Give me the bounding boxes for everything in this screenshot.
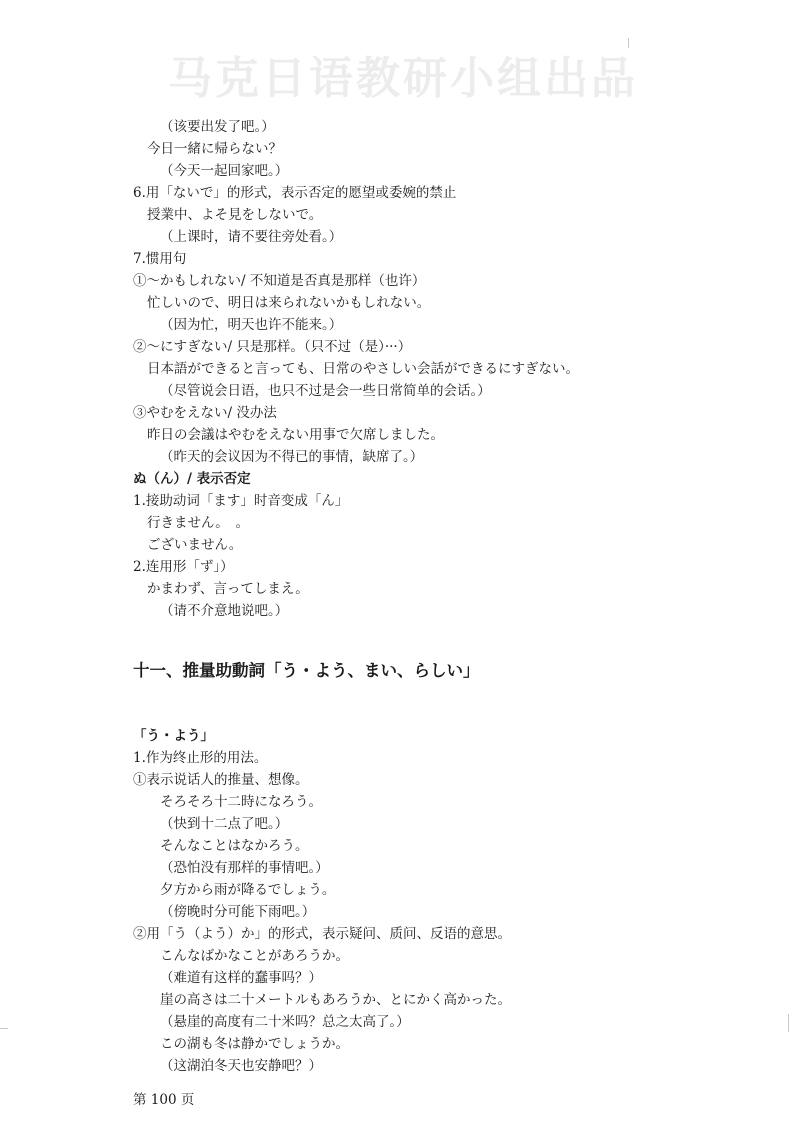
section-heading: 十一、推量助動詞「う・よう、まい、らしい」 xyxy=(133,661,480,680)
text-line: こんなばかなことがあろうか。 xyxy=(160,948,349,964)
text-line: （今天一起回家吧。） xyxy=(160,163,289,179)
text-line: 日本語ができると言っても、日常のやさしい会話ができるにすぎない。 xyxy=(147,361,579,377)
text-line: 今日一緒に帰らない？ xyxy=(147,141,282,157)
text-line: （尽管说会日语，也只不过是会一些日常简单的会话。） xyxy=(160,383,491,399)
watermark: 马克日语教研小组出品 xyxy=(168,53,638,104)
page-number: 第 100 页 xyxy=(133,1092,195,1108)
text-line: ございません。 xyxy=(147,537,243,553)
subheading: 「う・よう」 xyxy=(133,728,214,744)
text-line: （请不介意地说吧。） xyxy=(160,603,289,619)
text-line: そろそろ十二時になろう。 xyxy=(160,794,322,810)
text-line: （这湖泊冬天也安静吧？） xyxy=(160,1058,322,1074)
text-line: 1.接助动词「ます」时音变成「ん」 xyxy=(133,493,349,509)
text-line: （快到十二点了吧。） xyxy=(160,816,289,832)
text-line: かまわず、言ってしまえ。 xyxy=(147,581,309,597)
text-line: 忙しいので、明日は来られないかもしれない。 xyxy=(147,295,431,311)
text-line: （恐怕没有那样的事情吧。） xyxy=(160,860,329,876)
text-line: ②用「う（よう）か」的形式，表示疑问、质问、反语的意思。 xyxy=(133,926,511,942)
text-line: 授業中、よそ見をしないで。 xyxy=(147,207,323,223)
text-line: （难道有这样的蠢事吗？） xyxy=(160,970,322,986)
text-line: ③やむをえない/ 没办法 xyxy=(133,405,277,421)
text-line: ①表示说话人的推量、想像。 xyxy=(133,772,309,788)
text-line: 行きません。 。 xyxy=(147,515,250,531)
text-line: そんなことはなかろう。 xyxy=(160,838,309,854)
text-line: （昨天的会议因为不得已的事情，缺席了。） xyxy=(160,449,424,465)
text-line: 夕方から雨が降るでしょう。 xyxy=(160,882,336,898)
text-line: 1.作为终止形的用法。 xyxy=(133,750,268,766)
subheading: ぬ（ん）/ 表示否定 xyxy=(133,471,251,487)
text-line: この湖も冬は静かでしょうか。 xyxy=(160,1036,349,1052)
edge-mark-top-right xyxy=(628,38,629,48)
text-line: ①～かもしれない/ 不知道是否真是那样（也许） xyxy=(133,273,426,289)
text-line: （上课时，请不要往旁处看。） xyxy=(160,229,343,245)
text-line: 昨日の会議はやむをえない用事で欠席しました。 xyxy=(147,427,444,443)
text-line: （该要出发了吧。） xyxy=(160,119,275,135)
edge-mark-left xyxy=(0,1028,8,1029)
text-line: （因为忙，明天也许不能来。） xyxy=(160,317,343,333)
text-line: ②～にすぎない/ 只是那样。（只不过（是）···） xyxy=(133,339,412,355)
edge-mark-right xyxy=(788,1014,789,1032)
text-line: 2.连用形「ず」） xyxy=(133,559,234,575)
text-line: 崖の高さは二十メートルもあろうか、とにかく高かった。 xyxy=(160,992,511,1008)
text-line: （悬崖的高度有二十米吗？总之太高了。） xyxy=(160,1014,410,1030)
text-line: （傍晚时分可能下雨吧。） xyxy=(160,904,316,920)
text-line: 7.惯用句 xyxy=(133,251,187,267)
text-line: 6.用「ないで」的形式，表示否定的愿望或委婉的禁止 xyxy=(133,185,457,201)
